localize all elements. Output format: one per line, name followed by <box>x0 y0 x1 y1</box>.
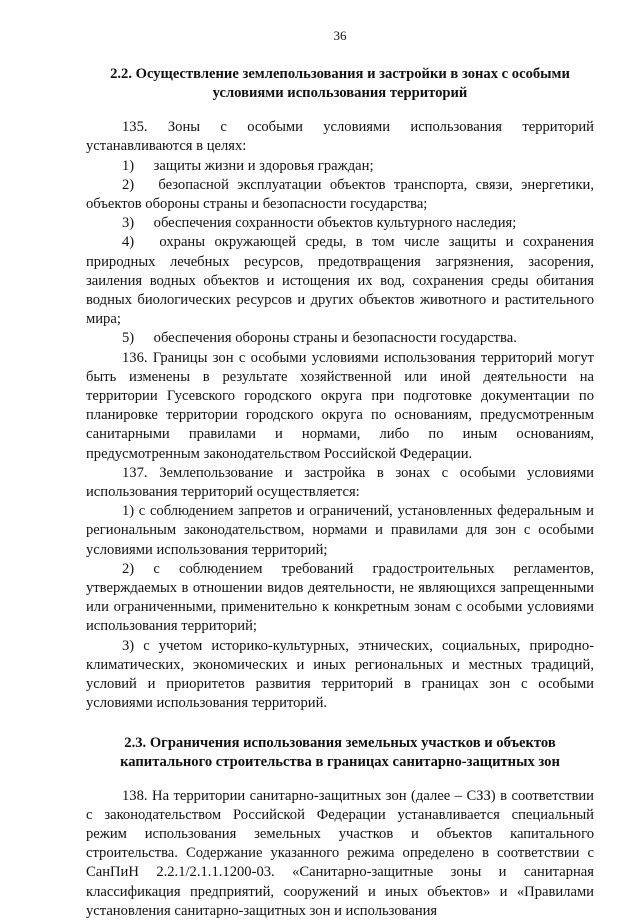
heading-line: капитального строительства в границах санитарно-защитных зон <box>120 753 560 770</box>
paragraph-136: 136. Границы зон с особыми условиями использования территорий могут быть изменены в результате хозяйственной или иной деятельности на территории Гусевского городского округа при подготовке документации по планировке территории городского округа по основаниям, предусмотренным санитарными правилами и нормами, либо по иным основаниям, предусмотренным законодательством Российской Федерации. <box>86 349 594 462</box>
list-item-number: 2) <box>122 176 135 193</box>
list-item: 3) с учетом историко-культурных, этнических, социальных, природно-климатических, экономических и иных региональных и местных традиций, условий и приоритетов развития территорий в границах зон с особыми условиями использования территорий. <box>86 637 594 712</box>
paragraph-138: 138. На территории санитарно-защитных зон (далее – СЗЗ) в соответствии с законодательством Российской Федерации устанавливается специальный режим использования земельных участков и объектов капитального строительства. Содержание указанного режима определено в соответствии с СанПиН 2.2.1/2.1.1.1200-03. «Санитарно-защитные зоны и санитарная классификация предприятий, сооружений и иных объектов» и «Правилами установления санитарно-защитных зон и использования <box>86 787 594 919</box>
list-item-number: 3) <box>122 215 135 232</box>
list-item <box>86 233 594 329</box>
section-heading-2-3 <box>86 734 594 772</box>
list-item-number: 4) <box>122 234 135 251</box>
paragraph-137-intro: 137. Землепользование и застройка в зонах с особыми условиями использования территорий осуществляется: <box>86 464 594 501</box>
paragraph-135-intro: 135. Зоны с особыми условиями использования территорий устанавливаются в целях: <box>86 119 594 155</box>
list-item <box>86 176 594 214</box>
list-item-text: защиты жизни и здоровья граждан; <box>153 157 374 174</box>
list-item-text: обеспечения сохранности объектов культурного наследия; <box>153 215 517 232</box>
list-item-number: 1) <box>122 157 135 174</box>
list-item <box>86 157 594 176</box>
page-number: 36 <box>333 28 347 43</box>
list-item: 1) с соблюдением запретов и ограничений, установленных федеральным и региональным законодательством, нормами и правилами для зон с особыми условиями использования территорий; <box>86 503 594 558</box>
heading-line: 2.3. Ограничения использования земельных участков и объектов <box>124 734 556 751</box>
section-heading-2-2 <box>86 65 594 103</box>
list-item-number: 5) <box>122 330 135 347</box>
heading-line: 2.2. Осуществление землепользования и застройки в зонах с особыми <box>110 66 570 83</box>
heading-line: условиями использования территорий <box>212 85 468 102</box>
list-item-text: безопасной эксплуатации объектов транспорта, связи, энергетики, объектов обороны страны и безопасности государства; <box>86 176 594 213</box>
list-item-text: охраны окружающей среды, в том числе защиты и сохранения природных лечебных ресурсов, предотвращения загрязнения, засорения, заиления водных объектов и истощения их вод, сохранения среды обитания водных биологических ресурсов и других объектов животного и растительного мира; <box>86 234 594 328</box>
list-item-text: обеспечения обороны страны и безопасности государства. <box>153 330 517 347</box>
list-item <box>86 214 594 233</box>
list-item <box>86 329 594 348</box>
list-item: 2) с соблюдением требований градостроительных регламентов, утверждаемых в отношении видов деятельности, не являющихся запрещенными или ограниченными, применительно к конкретным зонам с особыми условиями использования территорий; <box>86 560 594 635</box>
